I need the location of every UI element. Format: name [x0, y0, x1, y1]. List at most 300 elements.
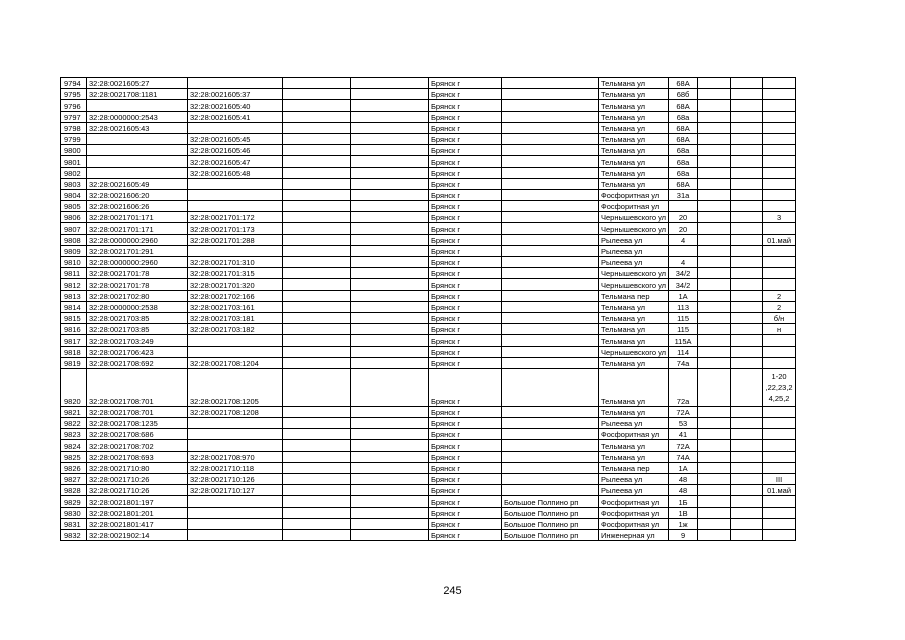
row-number-cell: 9801 — [61, 156, 87, 167]
empty-cell — [351, 440, 429, 451]
empty-cell — [698, 223, 731, 234]
cadastral-number-cell: 32:28:0021605:27 — [87, 78, 188, 89]
row-number-cell: 9806 — [61, 212, 87, 223]
settlement-cell: Большое Полпино рп — [502, 507, 599, 518]
city-cell: Брянск г — [429, 279, 502, 290]
city-cell: Брянск г — [429, 234, 502, 245]
row-number-cell: 9828 — [61, 485, 87, 496]
empty-cell — [731, 429, 763, 440]
settlement-cell — [502, 268, 599, 279]
empty-cell — [283, 507, 351, 518]
table-row — [61, 223, 796, 234]
row-number-cell: 9808 — [61, 234, 87, 245]
cadastral-number-cell: 32:28:0021708:686 — [87, 429, 188, 440]
cadastral-number-cell: 32:28:0021701:171 — [87, 212, 188, 223]
empty-cell — [283, 223, 351, 234]
street-cell: Тельмана ул — [599, 100, 669, 111]
city-cell: Брянск г — [429, 100, 502, 111]
empty-cell — [283, 529, 351, 540]
table-row — [61, 257, 796, 268]
settlement-cell: Большое Полпино рп — [502, 529, 599, 540]
row-number-cell: 9798 — [61, 122, 87, 133]
apartment-cell: 1-20 ,22,23,2 4,25,2 — [763, 368, 796, 406]
row-number-cell: 9802 — [61, 167, 87, 178]
parent-cadastral-number-cell: 32:28:0021710:118 — [188, 462, 283, 473]
empty-cell — [351, 122, 429, 133]
house-number-cell: 68А — [669, 122, 698, 133]
empty-cell — [351, 529, 429, 540]
city-cell: Брянск г — [429, 406, 502, 417]
row-number-cell: 9818 — [61, 346, 87, 357]
table-row — [61, 111, 796, 122]
street-cell: Тельмана ул — [599, 145, 669, 156]
empty-cell — [731, 335, 763, 346]
city-cell: Брянск г — [429, 201, 502, 212]
apartment-cell: III — [763, 474, 796, 485]
row-number-cell: 9820 — [61, 368, 87, 406]
city-cell: Брянск г — [429, 346, 502, 357]
empty-cell — [731, 451, 763, 462]
apartment-cell: н — [763, 324, 796, 335]
empty-cell — [731, 111, 763, 122]
empty-cell — [283, 474, 351, 485]
empty-cell — [351, 257, 429, 268]
empty-cell — [731, 346, 763, 357]
street-cell: Фосфоритная ул — [599, 429, 669, 440]
empty-cell — [731, 100, 763, 111]
empty-cell — [698, 167, 731, 178]
settlement-cell — [502, 429, 599, 440]
city-cell: Брянск г — [429, 496, 502, 507]
empty-cell — [351, 335, 429, 346]
cadastral-number-cell: 32:28:0000000:2543 — [87, 111, 188, 122]
house-number-cell: 74А — [669, 451, 698, 462]
empty-cell — [731, 156, 763, 167]
city-cell: Брянск г — [429, 357, 502, 368]
parent-cadastral-number-cell: 32:28:0021605:40 — [188, 100, 283, 111]
city-cell: Брянск г — [429, 335, 502, 346]
empty-cell — [351, 507, 429, 518]
row-number-cell: 9817 — [61, 335, 87, 346]
empty-cell — [731, 133, 763, 144]
empty-cell — [351, 133, 429, 144]
parent-cadastral-number-cell — [188, 78, 283, 89]
table-row — [61, 212, 796, 223]
settlement-cell — [502, 100, 599, 111]
apartment-cell — [763, 178, 796, 189]
apartment-cell — [763, 462, 796, 473]
parent-cadastral-number-cell — [188, 518, 283, 529]
street-cell: Рылеева ул — [599, 234, 669, 245]
parent-cadastral-number-cell — [188, 418, 283, 429]
table-row — [61, 357, 796, 368]
apartment-cell — [763, 418, 796, 429]
empty-cell — [731, 529, 763, 540]
cadastral-number-cell: 32:28:0021710:26 — [87, 485, 188, 496]
empty-cell — [351, 268, 429, 279]
row-number-cell: 9823 — [61, 429, 87, 440]
table-row — [61, 440, 796, 451]
house-number-cell — [669, 245, 698, 256]
row-number-cell: 9815 — [61, 312, 87, 323]
row-number-cell: 9799 — [61, 133, 87, 144]
house-number-cell: 115А — [669, 335, 698, 346]
apartment-cell — [763, 156, 796, 167]
empty-cell — [283, 406, 351, 417]
parent-cadastral-number-cell — [188, 346, 283, 357]
row-number-cell: 9827 — [61, 474, 87, 485]
row-number-cell: 9797 — [61, 111, 87, 122]
row-number-cell: 9810 — [61, 257, 87, 268]
empty-cell — [698, 89, 731, 100]
city-cell: Брянск г — [429, 312, 502, 323]
table-row — [61, 301, 796, 312]
street-cell: Тельмана ул — [599, 451, 669, 462]
row-number-cell: 9819 — [61, 357, 87, 368]
empty-cell — [351, 312, 429, 323]
empty-cell — [351, 324, 429, 335]
empty-cell — [731, 122, 763, 133]
empty-cell — [283, 145, 351, 156]
cadastral-number-cell: 32:28:0021701:78 — [87, 268, 188, 279]
city-cell: Брянск г — [429, 429, 502, 440]
apartment-cell — [763, 451, 796, 462]
cadastral-number-cell: 32:28:0021605:43 — [87, 122, 188, 133]
apartment-cell — [763, 78, 796, 89]
street-cell: Инженерная ул — [599, 529, 669, 540]
settlement-cell — [502, 312, 599, 323]
house-number-cell: 1Б — [669, 496, 698, 507]
settlement-cell — [502, 474, 599, 485]
row-number-cell: 9831 — [61, 518, 87, 529]
apartment-cell — [763, 201, 796, 212]
city-cell: Брянск г — [429, 485, 502, 496]
parent-cadastral-number-cell: 32:28:0021701:172 — [188, 212, 283, 223]
table-row — [61, 178, 796, 189]
empty-cell — [698, 312, 731, 323]
apartment-cell — [763, 279, 796, 290]
apartment-cell: 3 — [763, 212, 796, 223]
apartment-cell — [763, 496, 796, 507]
apartment-cell — [763, 357, 796, 368]
empty-cell — [283, 268, 351, 279]
settlement-cell: Большое Полпино рп — [502, 496, 599, 507]
empty-cell — [283, 167, 351, 178]
cadastral-number-cell: 32:28:0021710:26 — [87, 474, 188, 485]
cadastral-number-cell — [87, 156, 188, 167]
cadastral-number-cell: 32:28:0021708:1181 — [87, 89, 188, 100]
apartment-cell — [763, 133, 796, 144]
table-row — [61, 451, 796, 462]
street-cell: Тельмана ул — [599, 357, 669, 368]
cadastral-number-cell — [87, 100, 188, 111]
settlement-cell — [502, 418, 599, 429]
empty-cell — [351, 189, 429, 200]
cadastral-number-cell — [87, 145, 188, 156]
empty-cell — [351, 418, 429, 429]
apartment-cell — [763, 122, 796, 133]
empty-cell — [351, 290, 429, 301]
empty-cell — [698, 346, 731, 357]
parent-cadastral-number-cell — [188, 335, 283, 346]
city-cell: Брянск г — [429, 301, 502, 312]
empty-cell — [283, 462, 351, 473]
city-cell: Брянск г — [429, 111, 502, 122]
empty-cell — [698, 268, 731, 279]
house-number-cell: 53 — [669, 418, 698, 429]
parent-cadastral-number-cell — [188, 201, 283, 212]
table-row — [61, 268, 796, 279]
house-number-cell: 115 — [669, 324, 698, 335]
settlement-cell — [502, 145, 599, 156]
empty-cell — [351, 451, 429, 462]
empty-cell — [351, 245, 429, 256]
empty-cell — [731, 167, 763, 178]
settlement-cell — [502, 462, 599, 473]
empty-cell — [351, 485, 429, 496]
row-number-cell: 9795 — [61, 89, 87, 100]
settlement-cell — [502, 335, 599, 346]
empty-cell — [351, 429, 429, 440]
city-cell: Брянск г — [429, 507, 502, 518]
city-cell: Брянск г — [429, 518, 502, 529]
city-cell: Брянск г — [429, 212, 502, 223]
table-row — [61, 245, 796, 256]
empty-cell — [283, 122, 351, 133]
empty-cell — [731, 189, 763, 200]
street-cell: Тельмана ул — [599, 111, 669, 122]
apartment-cell — [763, 111, 796, 122]
empty-cell — [731, 418, 763, 429]
house-number-cell: 74а — [669, 357, 698, 368]
house-number-cell: 20 — [669, 212, 698, 223]
city-cell: Брянск г — [429, 133, 502, 144]
empty-cell — [731, 462, 763, 473]
apartment-cell — [763, 189, 796, 200]
street-cell: Тельмана пер — [599, 290, 669, 301]
row-number-cell: 9822 — [61, 418, 87, 429]
house-number-cell: 68а — [669, 145, 698, 156]
parent-cadastral-number-cell — [188, 507, 283, 518]
table-row — [61, 518, 796, 529]
empty-cell — [731, 201, 763, 212]
settlement-cell — [502, 290, 599, 301]
cadastral-number-cell: 32:28:0021605:49 — [87, 178, 188, 189]
apartment-cell — [763, 529, 796, 540]
settlement-cell — [502, 178, 599, 189]
row-number-cell: 9829 — [61, 496, 87, 507]
parent-cadastral-number-cell: 32:28:0021701:288 — [188, 234, 283, 245]
empty-cell — [698, 451, 731, 462]
house-number-cell: 1А — [669, 462, 698, 473]
empty-cell — [698, 324, 731, 335]
empty-cell — [351, 111, 429, 122]
parent-cadastral-number-cell: 32:28:0021703:161 — [188, 301, 283, 312]
apartment-cell: б/н — [763, 312, 796, 323]
empty-cell — [283, 290, 351, 301]
registry-table — [60, 77, 796, 541]
house-number-cell: 34/2 — [669, 268, 698, 279]
empty-cell — [698, 212, 731, 223]
street-cell: Тельмана ул — [599, 301, 669, 312]
empty-cell — [698, 234, 731, 245]
empty-cell — [698, 100, 731, 111]
parent-cadastral-number-cell: 32:28:0021703:182 — [188, 324, 283, 335]
city-cell: Брянск г — [429, 156, 502, 167]
empty-cell — [698, 189, 731, 200]
apartment-cell — [763, 507, 796, 518]
empty-cell — [283, 201, 351, 212]
city-cell: Брянск г — [429, 257, 502, 268]
table-row — [61, 167, 796, 178]
street-cell: Рылеева ул — [599, 485, 669, 496]
house-number-cell: 34/2 — [669, 279, 698, 290]
empty-cell — [351, 212, 429, 223]
table-row — [61, 324, 796, 335]
house-number-cell: 9 — [669, 529, 698, 540]
apartment-cell — [763, 100, 796, 111]
city-cell: Брянск г — [429, 290, 502, 301]
cadastral-number-cell: 32:28:0021708:692 — [87, 357, 188, 368]
empty-cell — [283, 156, 351, 167]
street-cell: Тельмана ул — [599, 122, 669, 133]
empty-cell — [351, 518, 429, 529]
empty-cell — [698, 122, 731, 133]
street-cell: Фосфоритная ул — [599, 189, 669, 200]
empty-cell — [283, 78, 351, 89]
cadastral-number-cell: 32:28:0021710:80 — [87, 462, 188, 473]
table-row — [61, 406, 796, 417]
house-number-cell — [669, 201, 698, 212]
empty-cell — [731, 257, 763, 268]
house-number-cell: 68А — [669, 133, 698, 144]
parent-cadastral-number-cell — [188, 189, 283, 200]
apartment-cell — [763, 167, 796, 178]
settlement-cell — [502, 357, 599, 368]
street-cell: Тельмана ул — [599, 312, 669, 323]
empty-cell — [698, 245, 731, 256]
empty-cell — [351, 100, 429, 111]
empty-cell — [698, 529, 731, 540]
settlement-cell: Большое Полпино рп — [502, 518, 599, 529]
cadastral-number-cell: 32:28:0021606:20 — [87, 189, 188, 200]
table-row — [61, 100, 796, 111]
parent-cadastral-number-cell: 32:28:0021605:37 — [188, 89, 283, 100]
empty-cell — [731, 368, 763, 406]
cadastral-number-cell: 32:28:0021701:78 — [87, 279, 188, 290]
table-row — [61, 145, 796, 156]
row-number-cell: 9805 — [61, 201, 87, 212]
street-cell: Тельмана ул — [599, 324, 669, 335]
empty-cell — [351, 89, 429, 100]
empty-cell — [731, 290, 763, 301]
empty-cell — [698, 335, 731, 346]
cadastral-number-cell: 32:28:0021708:1235 — [87, 418, 188, 429]
empty-cell — [283, 279, 351, 290]
settlement-cell — [502, 440, 599, 451]
street-cell: Фосфоритная ул — [599, 496, 669, 507]
table-row — [61, 462, 796, 473]
row-number-cell: 9811 — [61, 268, 87, 279]
city-cell: Брянск г — [429, 529, 502, 540]
empty-cell — [351, 346, 429, 357]
table-row — [61, 312, 796, 323]
house-number-cell: 115 — [669, 312, 698, 323]
apartment-cell — [763, 429, 796, 440]
empty-cell — [351, 462, 429, 473]
empty-cell — [698, 474, 731, 485]
parent-cadastral-number-cell: 32:28:0021710:127 — [188, 485, 283, 496]
empty-cell — [351, 474, 429, 485]
apartment-cell — [763, 245, 796, 256]
table-row — [61, 189, 796, 200]
empty-cell — [698, 368, 731, 406]
parent-cadastral-number-cell — [188, 122, 283, 133]
settlement-cell — [502, 122, 599, 133]
settlement-cell — [502, 223, 599, 234]
cadastral-number-cell: 32:28:0021801:197 — [87, 496, 188, 507]
street-cell: Тельмана ул — [599, 178, 669, 189]
row-number-cell: 9804 — [61, 189, 87, 200]
empty-cell — [351, 201, 429, 212]
empty-cell — [731, 268, 763, 279]
empty-cell — [698, 507, 731, 518]
row-number-cell: 9832 — [61, 529, 87, 540]
street-cell: Тельмана ул — [599, 368, 669, 406]
empty-cell — [351, 234, 429, 245]
empty-cell — [731, 474, 763, 485]
empty-cell — [731, 245, 763, 256]
city-cell: Брянск г — [429, 122, 502, 133]
cadastral-number-cell: 32:28:0021708:701 — [87, 406, 188, 417]
row-number-cell: 9807 — [61, 223, 87, 234]
street-cell: Тельмана ул — [599, 406, 669, 417]
house-number-cell: 68б — [669, 89, 698, 100]
street-cell: Фосфоритная ул — [599, 201, 669, 212]
empty-cell — [283, 111, 351, 122]
empty-cell — [731, 89, 763, 100]
street-cell: Чернышевского ул — [599, 212, 669, 223]
street-cell: Тельмана ул — [599, 156, 669, 167]
street-cell: Чернышевского ул — [599, 346, 669, 357]
row-number-cell: 9824 — [61, 440, 87, 451]
table-row — [61, 529, 796, 540]
table-row — [61, 279, 796, 290]
empty-cell — [283, 324, 351, 335]
empty-cell — [698, 279, 731, 290]
table-row — [61, 507, 796, 518]
apartment-cell — [763, 346, 796, 357]
empty-cell — [351, 178, 429, 189]
empty-cell — [351, 368, 429, 406]
parent-cadastral-number-cell — [188, 529, 283, 540]
settlement-cell — [502, 406, 599, 417]
house-number-cell: 72а — [669, 368, 698, 406]
parent-cadastral-number-cell: 32:28:0021701:320 — [188, 279, 283, 290]
empty-cell — [351, 496, 429, 507]
row-number-cell: 9814 — [61, 301, 87, 312]
cadastral-number-cell: 32:28:0000000:2960 — [87, 257, 188, 268]
row-number-cell: 9813 — [61, 290, 87, 301]
empty-cell — [698, 440, 731, 451]
row-number-cell: 9800 — [61, 145, 87, 156]
parent-cadastral-number-cell: 32:28:0021605:46 — [188, 145, 283, 156]
street-cell: Тельмана ул — [599, 89, 669, 100]
empty-cell — [731, 212, 763, 223]
parent-cadastral-number-cell: 32:28:0021701:315 — [188, 268, 283, 279]
house-number-cell: 20 — [669, 223, 698, 234]
empty-cell — [731, 279, 763, 290]
